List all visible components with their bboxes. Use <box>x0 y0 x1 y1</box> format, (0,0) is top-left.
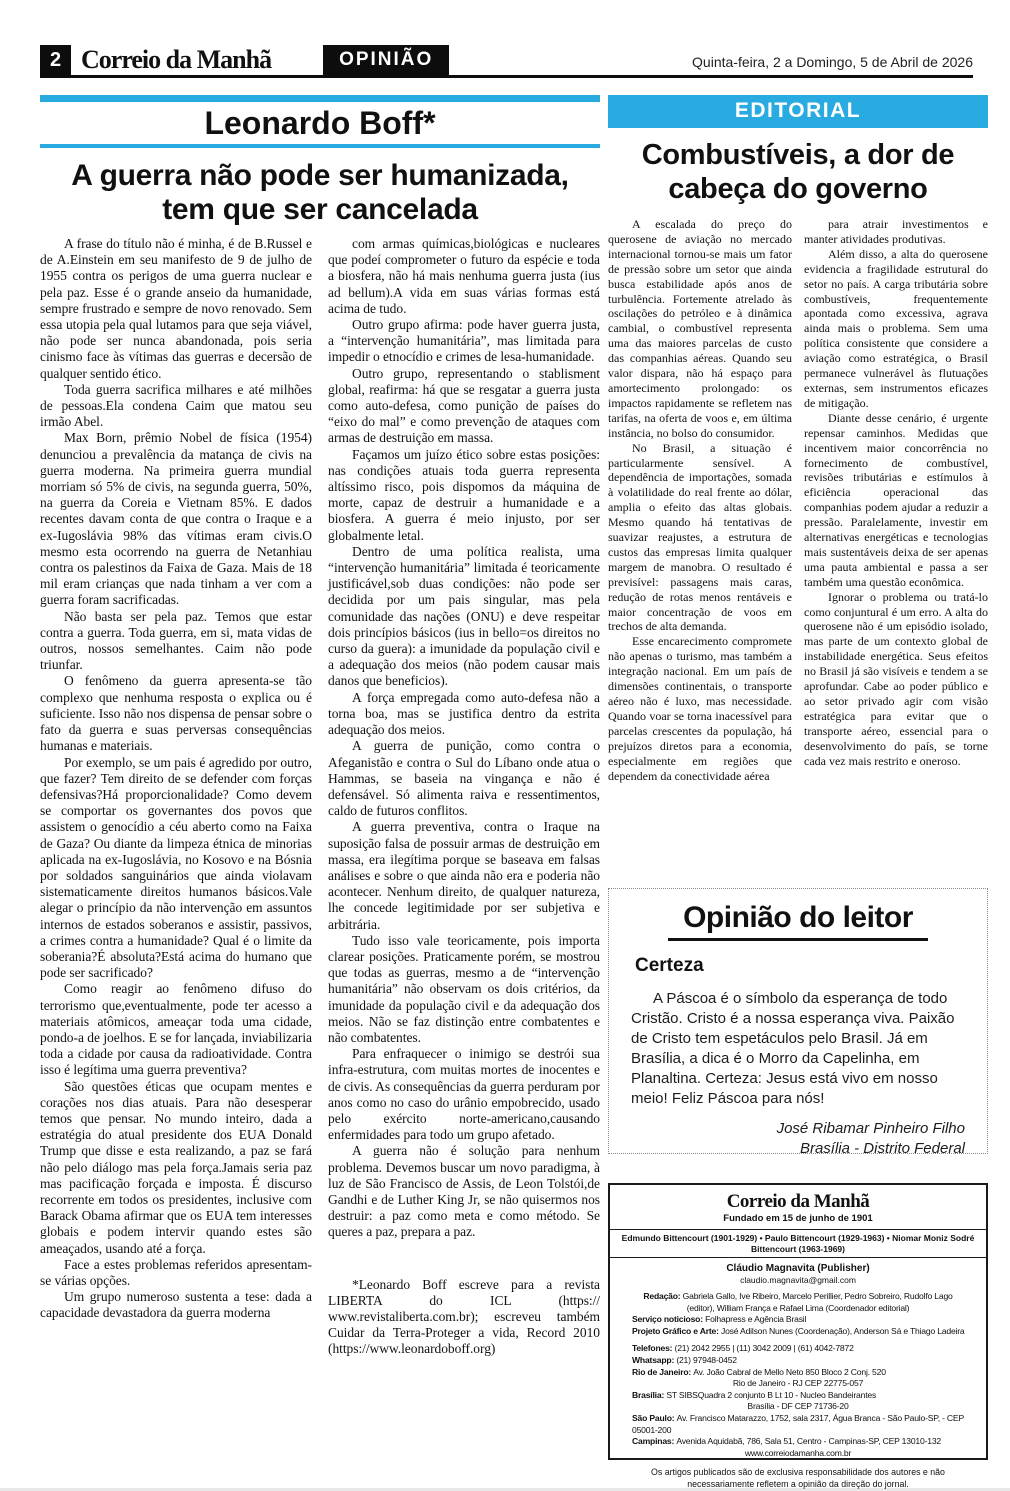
paragraph: O fenômeno da guerra apresenta-se tão complexo que nenhuma resposta o explica ou é suficiente. Isso não nos dispensa de pensar sobre o fato da guerra e suas perversas consequências humanas e materiais. <box>40 673 312 754</box>
paragraph: Projeto Gráfico e Arte: José Adilson Nunes (Coordenação), Anderson Sá e Thiago Ladeira <box>632 1325 965 1336</box>
letters-title-rule <box>668 938 929 941</box>
opinion-article <box>40 95 600 1358</box>
imprint-disclaimer: Os artigos publicados são de exclusiva responsabilidade dos autores e não necessariamente refletem a opinião da direção do jornal. <box>651 1467 945 1489</box>
newspaper-logo: Correio da Manhã <box>81 45 272 74</box>
section-badge: OPINIÃO <box>323 45 449 76</box>
paragraph: A guerra não é solução para nenhum problema. Devemos buscar um novo paradigma, à luz de São Francisco de Assis, de Leon Tolstói,de Gandhi e de Luther King Jr, se não quisermos nos destruir: a paz como meta e como método. Se queres a paz, prepara a paz. <box>328 1143 600 1240</box>
imprint-box <box>608 1183 988 1489</box>
paragraph: Rio de Janeiro - RJ CEP 22775-057 <box>732 1378 864 1389</box>
paragraph: A guerra de punição, como contra o Afeganistão e contra o Sul do Líbano onde atua o Hammas, se baseia na vingança e não é defensável. Só alimenta raiva e ressentimentos, caldo de futuros conflitos. <box>328 738 600 819</box>
letter-signature-place: Brasília - Distrito Federal <box>799 1140 965 1157</box>
page-number-badge: 2 <box>40 45 71 76</box>
article-top-rule <box>40 95 600 102</box>
paragraph: (editor), William França e Rafael Lima (Coordenador editorial) <box>686 1302 910 1313</box>
editorial-section <box>608 95 988 783</box>
letters-box <box>608 888 988 1157</box>
imprint-publisher: Cláudio Magnavita (Publisher) <box>726 1263 870 1274</box>
paragraph: A guerra preventiva, contra o Iraque na suposição falsa de possuir armas de destruição em massa, era ilegítima porque se baseava em falsas análises e sobre o que ainda não era e poderia não acontecer. Nenhum direito, de qualquer natureza, lhe concede legitimidade por ser subjetiva e arbitrária. <box>328 819 600 932</box>
paragraph: Dentro de uma política realista, uma “intervenção humanitária” limitada é teoricamente justificável,sob duas condições: não pode ser decidida por um pais singular, mas pela comunidade das nações (ONU) e deve respeitar dois princípios básicos (ius in bello=os direitos no curso da guera): a imunidade da população civil e a adequação dos meios (não podem causar mais danos que beneficios). <box>328 543 600 689</box>
paragraph: Façamos um juízo ético sobre estas posições: nas condições atuais toda guerra representa altíssimo risco, pois dispomos da máquina de morte, capaz de destruir a humanidade e a biosfera. A guerra é meio injusto, por ser globalmente letal. <box>328 446 600 543</box>
paragraph: Ignorar o problema ou tratá-lo como conjuntural é um erro. A alta do querosene não é um episódio isolado, mas parte de um contexto global de instabilidade energética. Seus efeitos no Brasil já são visíveis e tendem a se aprofundar. Cabe ao poder público e ao setor privado agir com visão estratégica para evitar que o transporte aéreo, essencial para o desenvolvimento do país, se torne cada vez mais restrito e oneroso. <box>804 589 988 768</box>
page-header <box>40 44 973 76</box>
article-footnote: *Leonardo Boff escreve para a revista LIBERTA do ICL (https:// www.revistaliberta.com.br); escreveu também Cuidar da Terra-Proteger a vida, Record 2010 (https://www.leonardoboff.org) <box>328 1276 600 1357</box>
letters-title: Opinião do leitor <box>683 901 913 934</box>
paragraph: Rio de Janeiro: Av. João Cabral de Mello Neto 850 Bloco 2 Conj. 520 <box>632 1366 886 1377</box>
editorial-title: Combustíveis, a dor de cabeça do governo <box>641 139 955 205</box>
article-author-rule <box>40 144 600 148</box>
article-column-1 <box>40 236 312 1358</box>
header-rule <box>40 75 973 78</box>
letter-body: A Páscoa é o símbolo da esperança de todo Cristão. Cristo é a nossa esperança viva. Paixão de Cristo tem espetáculos pelo Brasil. Já em Brasília, a dica é o Morro da Capelinha, em Planaltina. Certeza: Jesus está vivo em nosso meio! Feliz Páscoa para nós! <box>631 990 955 1107</box>
imprint-staff-lines <box>610 1291 986 1337</box>
editorial-column-1 <box>608 217 792 783</box>
paragraph: São questões éticas que ocupam mentes e corações nos dias atuais. Para não desesperar temos que pensar. No mundo inteiro, dada a estratégia do atual presidente dos EUA Donald Trump que disse e esta realizando, a paz se fará não pelo diálogo mas pela força.Jamais seria paz mas pacificação forçada e imposta. É discurso recorrente em todos os presidentes, inclusive com Barack Obama afirmar que os EUA tem interesses globais e podem intervir quando estes são ameaçados, usando até a força. <box>40 1078 312 1256</box>
article-title: A guerra não pode ser humanizada, tem que ser cancelada <box>71 159 569 226</box>
paragraph: Campinas: Avenida Aquidabã, 786, Sala 51, Centro - Campinas-SP, CEP 13010-132 <box>632 1436 941 1447</box>
edition-date: Quinta-feira, 2 a Domingo, 5 de Abril de 2026 <box>692 54 973 70</box>
paragraph: Além disso, a alta do querosene evidencia a fragilidade estrutural do setor no país. A carga tributária sobre combustíveis, frequentemente apontada como excessiva, agrava ainda mais o problema. Sem uma política consistente que considere a aviação como estratégica, o Brasil permanece vulnerável às flutuações externas, sem instrumentos eficazes de mitigação. <box>804 246 988 410</box>
article-author: Leonardo Boff* <box>204 105 436 141</box>
paragraph: Um grupo numeroso sustenta a tese: dada a capacidade devastadora da guerra moderna <box>40 1289 312 1321</box>
editorial-column-2 <box>804 217 988 783</box>
paragraph: A escalada do preço do querosene de aviação no mercado internacional tornou-se mais um fator de pressão sobre um setor que ainda busca estabilidade após anos de turbulência. Fortemente atrelado às oscilações do petróleo e à dinâmica cambial, o combustível representa uma das maiores parcelas de custo das companhias aéreas. Quando seu valor dispara, não há espaço para amortecimento prolongado: os impactos rapidamente se refletem nas tarifas, na oferta de voos e, em última instância, no bolso do consumidor. <box>608 217 792 440</box>
paragraph: Esse encarecimento compromete não apenas o turismo, mas também a integração nacional. Em um país de dimensões continentais, o transporte aéreo não é luxo, mas necessidade. Quando voar se torna inacessível para parcelas crescentes da população, há prejuízos diretos para a economia, especialmente em regiões que dependem da conectividade aérea <box>608 634 792 783</box>
paragraph: São Paulo: Av. Francisco Matarazzo, 1752, sala 2317, Água Branca - São Paulo-SP, - CEP 05001-200 <box>632 1412 964 1435</box>
paragraph: Diante desse cenário, é urgente repensar caminhos. Medidas que incentivem maior concorrência no fornecimento de combustível, revisões tributárias e estímulos à eficiência operacional das companhias podem ajudar a reduzir a pressão. Paralelamente, investir em alternativas energéticas e tecnologias mais sustentáveis deixa de ser apenas uma pauta ambiental e passa a ser também uma questão econômica. <box>804 410 988 589</box>
article-column-2 <box>328 236 600 1358</box>
paragraph: com armas químicas,biológicas e nucleares que podeí comprometer o futuro da espécie e toda a biosfera, não há mais nenhuma guerra justa (ius ad bellum).A vida em suas várias formas está acima de tudo. <box>328 236 600 316</box>
paragraph: www.correiodamanha.com.br <box>744 1447 852 1458</box>
paragraph: Serviço noticioso: Folhapress e Agência Brasil <box>632 1314 807 1325</box>
letter-signature-name: José Ribamar Pinheiro Filho <box>776 1120 965 1137</box>
paragraph: Telefones: (21) 2042 2955 | (11) 3042 2009 | (61) 4042-7872 <box>632 1343 854 1354</box>
imprint-contact-lines <box>610 1343 986 1459</box>
paragraph: Toda guerra sacrifica milhares e até milhões de pessoas.Ela condena Caim que matou seu irmão Abel. <box>40 381 312 430</box>
paragraph: Face a estes problemas referidos apresentam-se várias opções. <box>40 1256 312 1288</box>
editorial-label: EDITORIAL <box>608 95 988 128</box>
paragraph: para atrair investimentos e manter atividades produtivas. <box>804 217 988 246</box>
article-column-2-paragraphs <box>328 236 600 1241</box>
paragraph: A frase do título não é minha, é de B.Russel e de A.Einstein em seu manifesto de 9 de julho de 1955 contra os perigos de uma guerra nuclear e pela paz. Esse é o grande anseio da humanidade, sempre frustrado e sempre de novo renovado. Sem essa utopia pela qual lutamos para que seja viável, não pode ser nunca abandonada, pois seria cinismo face às vítimas das guerras e decersão de qualquer sentido ético. <box>40 236 312 381</box>
paragraph: Não basta ser pela paz. Temos que estar contra a guerra. Toda guerra, em si, mata vidas de outros, nossos semelhantes. Caim não pode triunfar. <box>40 608 312 673</box>
paragraph: Redação: Gabriela Gallo, Ive Ribeiro, Marcelo Perillier, Pedro Sobreiro, Rudolfo Lago <box>643 1291 953 1301</box>
paragraph: Brasília: ST SIBSQuadra 2 conjunto B Lt 10 - Nucleo Bandeirantes <box>632 1389 877 1400</box>
imprint-logo: Correio da Manhã <box>726 1191 870 1212</box>
paragraph: Por exemplo, se um pais é agredido por outro, que fazer? Tem direito de se defender com forças defensivas?Há proporcionalidade? Como devem se comportar os governantes dos povos que assistem o genocídio a céu aberto como na Faixa de Gaza? Ou diante da limpeza étnica de minorias aplicada na ex-Iugoslávia, no Kosovo e na Bósnia por soldados sanguinários que ainda violavam sistematicamente direitos humanos básicos.Vale alegar o princípio da não intervenção em assuntos internos de estados soberanos e assistir, passivos, a crimes contra a humanidade? Qual é o limite da soberania?É absoluta?Está acima do humano que pode ser sacrificado? <box>40 754 312 981</box>
paragraph: Max Born, prêmio Nobel de física (1954) denunciou a prevalência da matança de civis na guerra moderna. Na primeira guerra mundial morriam só 5% de civis, na segunda guerra, 50%, na guerra da Coreia e Vietnam 85%. E dados recentes davam conta de que contra o Iraque e a ex-Iugoslávia 98% das vítimas eram civis.O mesmo esta ocorrendo na guerra de Netanhiau contra os palestinos da Faixa de Gaza. Mais de 18 mil eram crianças que nada tinham a ver com a guerra foram sacrificadas. <box>40 430 312 608</box>
paragraph: A força empregada como auto-defesa não a torna boa, mas se justifica dentro da estrita adequação dos meios. <box>328 689 600 738</box>
imprint-publisher-email: claudio.magnavita@gmail.com <box>740 1275 856 1285</box>
paragraph: Whatsapp: (21) 97948-0452 <box>632 1354 737 1365</box>
paragraph: Como reagir ao fenômeno difuso do terrorismo que,eventualmente, pode ter acesso a materiais atômicos, ameaçar toda uma cidade, pondo-a de joelhos. E se for lançada, inviabilizaria toda a cidade por causa da radioatividade. Contra isso é legítima uma guerra preventiva? <box>40 981 312 1078</box>
letter-subject: Certeza <box>635 955 704 976</box>
paragraph: Tudo isso vale teoricamente, pois importa clarear posições. Praticamente porém, se mostrou que todas as guerras, mesmo a de “intervenção humanitária” não observam os dois critérios, da imunidade da população civil e da adequação dos meios. Não se faz distinção entre combatentes e não combatentes. <box>328 932 600 1045</box>
paragraph: Para enfraquecer o inimigo se destrói sua infra-estrutura, com muitas mortes de inocentes e de civis. As consequências da guerra perduram por anos como no caso do urânio empobrecido, usado pelo exército norte-americano,causando enfermidades para todo um grupo afetado. <box>328 1046 600 1143</box>
paragraph: Outro grupo, representando o stablisment global, reafirma: há que se resgatar a guerra justa como auto-defesa, como punição de países do “eixo do mal” e como prevenção de ataques com armas de destruição em massa. <box>328 365 600 446</box>
imprint-founded: Fundado em 15 de junho de 1901 <box>723 1213 873 1224</box>
imprint-founders: Edmundo Bittencourt (1901-1929) • Paulo Bittencourt (1929-1963) • Niomar Moniz Sodré Bittencourt (1963-1969) <box>610 1229 986 1258</box>
paragraph: Outro grupo afirma: pode haver guerra justa, a “intervenção humanitária”, mas limitada para impedir o etnocídio e crimes de lesa-humanidade. <box>328 317 600 365</box>
paragraph: Brasília - DF CEP 71736-20 <box>747 1401 849 1412</box>
letter-signature <box>631 1119 965 1159</box>
paragraph: No Brasil, a situação é particularmente sensível. A dependência de importações, somada à volatilidade do real frente ao dólar, amplia o efeito das altas globais. Mesmo quando há tentativas de suavizar reajustes, a estrutura de custos das empresas limita qualquer margem de manobra. O resultado é previsível: passagens mais caras, redução de rotas menos rentáveis e maior concentração de voos em trechos de alta demanda. <box>608 440 792 634</box>
